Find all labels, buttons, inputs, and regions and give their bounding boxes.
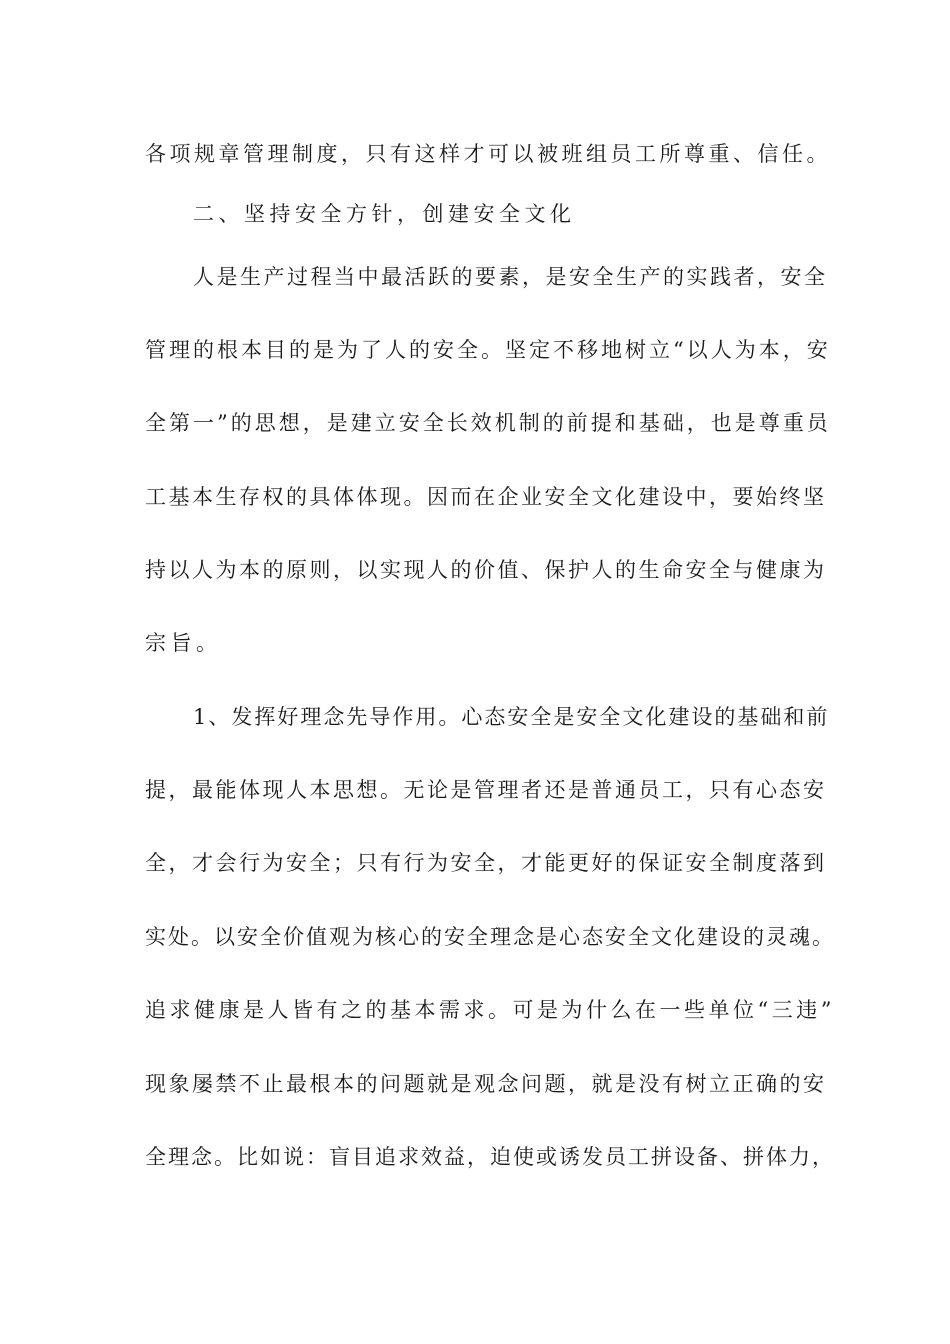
text-line-7: 持以人为本的原则，以实现人的价值、保护人的生命安全与健康为 (145, 558, 827, 582)
text-line-4: 管理的根本目的是为了人的安全。坚定不移地树立“以人为本，安 (145, 338, 831, 362)
section-heading: 二、坚持安全方针，创建安全文化 (193, 202, 576, 226)
text-line-14: 现象屡禁不止最根本的问题就是观念问题，就是没有树立正确的安 (145, 1072, 827, 1096)
text-line-10: 提，最能体现人本思想。无论是管理者还是普通员工，只有心态安 (145, 778, 827, 802)
text-line-9: 1、发挥好理念先导作用。心态安全是安全文化建设的基础和前 (193, 705, 830, 729)
text-line-12: 实处。以安全价值观为核心的安全理念是心态安全文化建设的灵魂。 (145, 925, 835, 949)
text-line-11: 全，才会行为安全；只有行为安全，才能更好的保证安全制度落到 (145, 851, 827, 875)
text-line-3: 人是生产过程当中最活跃的要素，是安全生产的实践者，安全 (193, 265, 828, 289)
text-line-8: 宗旨。 (145, 631, 222, 655)
text-line-5: 全第一”的思想，是建立安全长效机制的前提和基础，也是尊重员 (145, 411, 831, 435)
text-line-15: 全理念。比如说：盲目追求效益，迫使或诱发员工拼设备、拼体力， (145, 1145, 835, 1169)
text-line-6: 工基本生存权的具体体现。因而在企业安全文化建设中，要始终坚 (145, 485, 827, 509)
text-line-13: 追求健康是人皆有之的基本需求。可是为什么在一些单位“三违” (145, 998, 835, 1022)
text-line-1: 各项规章管理制度，只有这样才可以被班组员工所尊重、信任。 (145, 142, 831, 166)
